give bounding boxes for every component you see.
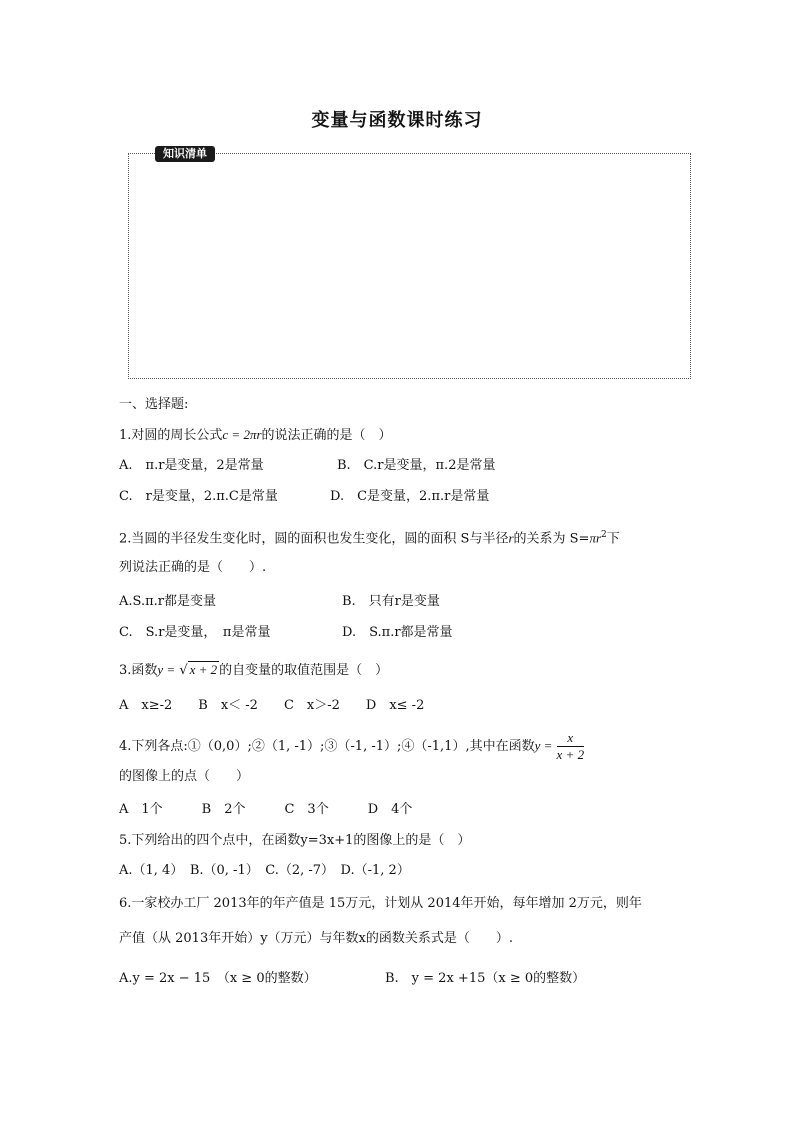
question-2-square: 2 [601, 530, 607, 540]
question-4-numerator: x [557, 730, 585, 747]
question-4-stem-a: 4.下列各点:①（0,0）;②（1, -1）;③（-1, -1）;④（-1,1）,其中在函数 [119, 739, 535, 754]
question-2-pi-r: πr [589, 530, 602, 546]
question-1-stem-a: 1.对圆的周长公式 [119, 428, 223, 443]
question-3-stem-b: 的自变量的取值范围是（ ） [219, 663, 389, 678]
question-6-line-2: 产值（从 2013年开始）y（万元）与年数x的函数关系式是（ ）. [119, 931, 514, 946]
question-2-r: r [508, 530, 514, 546]
question-1-option-c: C. r是变量，2.π.C是常量 [119, 489, 278, 504]
question-3-options: A x≥-2 B x＜ -2 C x＞-2 D x≤ -2 [119, 698, 425, 713]
question-1-option-d: D. C是变量，2.π.r是常量 [330, 489, 490, 504]
question-4-y-eq: y = [534, 738, 553, 753]
question-1-formula: c = 2πr [222, 427, 262, 442]
question-1-stem-b: 的说法正确的是（ ） [261, 428, 392, 443]
question-2-option-b: B. 只有r是变量 [342, 594, 440, 609]
question-1-option-b: B. C.r是变量，π.2是常量 [337, 458, 496, 473]
question-3-stem-a: 3.函数 [119, 663, 158, 678]
question-2-option-a: A.S.π.r都是变量 [119, 594, 216, 609]
question-4 [119, 726, 584, 767]
question-5-options: A.（1, 4） B.（0, -1） C.（2, -7） D.（-1, 2） [119, 863, 410, 878]
section-heading: 一、选择题: [119, 397, 189, 412]
page-title: 变量与函数课时练习 [311, 110, 483, 131]
question-1 [119, 425, 392, 446]
question-3: 3.函数y = √ x + 2 的自变量的取值范围是（ ） [119, 662, 389, 678]
question-6-option-b: B. y = 2x +15（x ≥ 0的整数） [385, 971, 586, 986]
question-2-line-1 [119, 525, 620, 549]
question-6-line-1: 6.一家校办工厂 2013年的年产值是 15万元，计划从 2014年开始，每年增加 2万元，则年 [119, 896, 642, 911]
question-2-option-c: C. S.r是变量， π是常量 [119, 625, 271, 640]
question-4-line-2: 的图像上的点（ ） [119, 769, 250, 784]
question-6-option-a: A.y = 2x − 15 （x ≥ 0的整数） [119, 971, 317, 986]
question-3-radicand: x + 2 [189, 662, 218, 677]
question-3-y-eq: y = [157, 662, 176, 677]
question-2-line-2: 列说法正确的是（ ）. [119, 560, 267, 575]
question-4-fraction [557, 730, 585, 763]
knowledge-list-box [128, 153, 691, 379]
question-4-options: A 1个 B 2个 C 3个 D 4个 [119, 802, 413, 817]
knowledge-list-tag: 知识清单 [155, 146, 215, 162]
question-1-option-a: A. π.r是变量，2是常量 [119, 458, 264, 473]
question-2-option-d: D. S.π.r都是常量 [342, 625, 453, 640]
question-5: 5.下列给出的四个点中，在函数y=3x+1的图像上的是（ ） [119, 833, 471, 848]
question-2-text-a: 2.当圆的半径发生变化时，圆的面积也发生变化，圆的面积 S与半径 [119, 531, 509, 547]
question-2-text-b: 的关系为 S= [513, 531, 590, 547]
question-4-denominator: x + 2 [556, 747, 585, 762]
question-2-text-c: 下 [606, 531, 620, 547]
